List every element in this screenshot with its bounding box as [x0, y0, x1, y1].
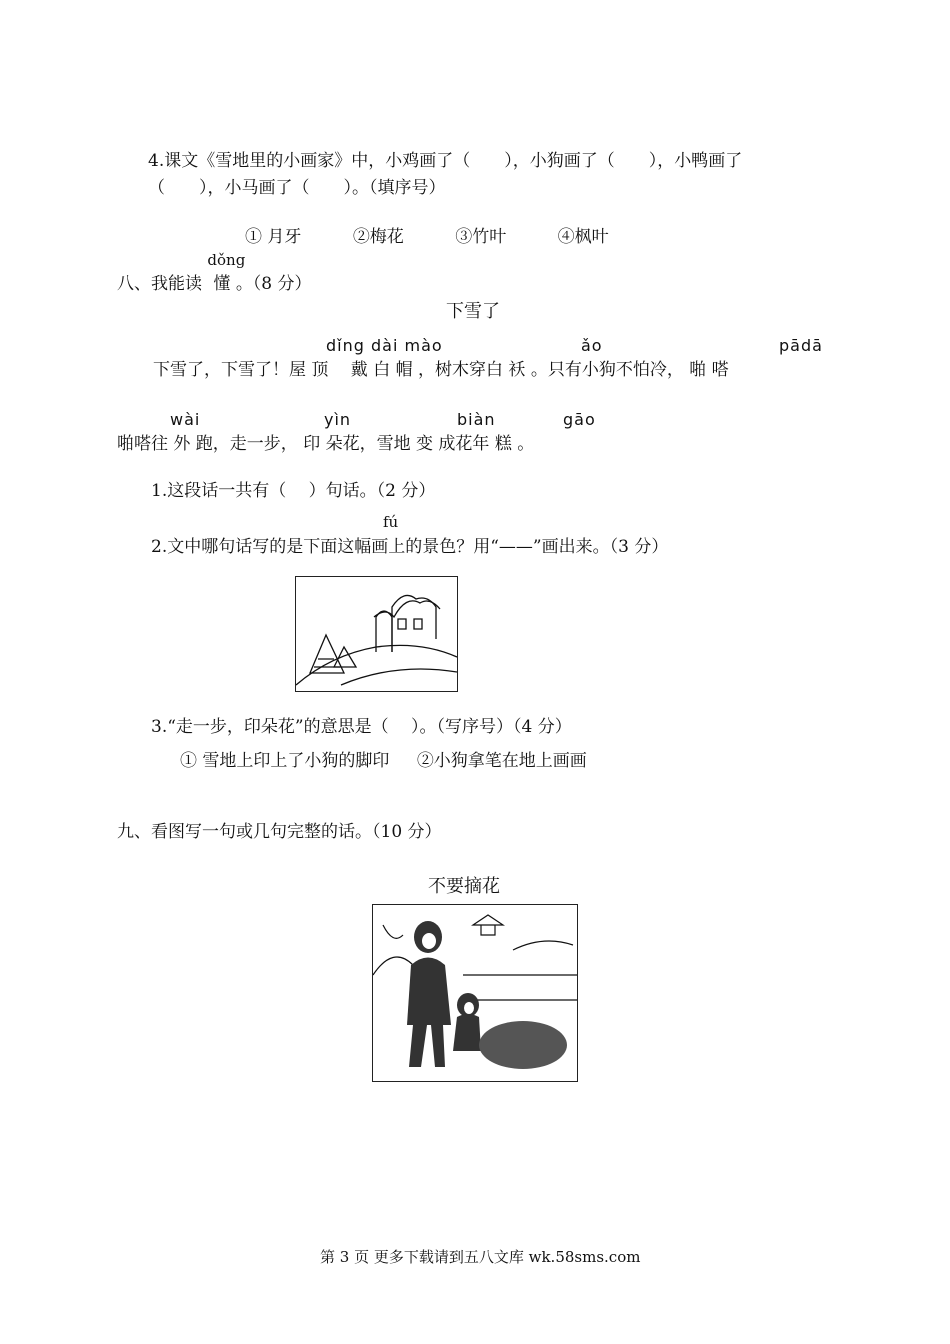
q4-line2: （ ），小马画了（ ）。（填序号） [148, 178, 446, 198]
question-2: 2.文中哪句话写的是下面这幅画上的景色？用“——”画出来。（3 分） [151, 537, 669, 557]
passage-line1: 下雪了，下雪了！屋 顶 戴 白 帽 ，树木穿白 袄 。只有小狗不怕冷， 啪 嗒 [153, 360, 729, 380]
picture-title: 不要摘花 [428, 876, 500, 897]
section9-heading: 九、看图写一句或几句完整的话。（10 分） [117, 822, 442, 842]
section8-heading: 八、我能读 dǒng 懂 。（8 分） [117, 251, 312, 294]
question-3: 3.“走一步，印朵花”的意思是（ ）。（写序号）（4 分） [151, 717, 572, 737]
line1-pinyin-a: dǐng dài mào [326, 336, 443, 355]
option-1: ① 月牙 [245, 227, 302, 247]
snow-scene-image [295, 576, 458, 692]
line1-pinyin-b: ǎo [581, 336, 603, 355]
q3-option-1: ① 雪地上印上了小狗的脚印 [180, 751, 390, 771]
option-2: ②梅花 [352, 227, 404, 247]
line2-pinyin-a: wài [170, 410, 201, 429]
line2-pinyin-b: yìn [324, 410, 352, 429]
q3-option-2: ②小狗拿笔在地上画画 [416, 751, 587, 771]
question-1: 1.这段话一共有（ ）句话。（2 分） [151, 481, 436, 501]
q2-pinyin: fú [383, 513, 399, 531]
line2-pinyin-d: gāo [563, 410, 596, 429]
girl-flowers-image [372, 904, 578, 1082]
passage-title: 下雪了 [446, 301, 500, 322]
heading-pinyin: dǒng [207, 251, 246, 269]
passage-line2: 啪嗒往 外 跑，走一步， 印 朵花，雪地 变 成花年 糕 。 [117, 434, 535, 454]
q4-options [245, 222, 655, 247]
q4-line1: 4.课文《雪地里的小画家》中，小鸡画了（ ），小狗画了（ ），小鸭画了 [148, 151, 743, 171]
option-3: ③竹叶 [455, 227, 507, 247]
page-footer: 第 3 页 更多下载请到五八文库 wk.58sms.com [320, 1248, 641, 1266]
girl-flowers-drawing [373, 905, 577, 1081]
line1-pinyin-c: pādā [779, 336, 823, 355]
line2-pinyin-c: biàn [457, 410, 496, 429]
snow-scene-drawing [296, 577, 457, 691]
option-4: ④枫叶 [557, 227, 609, 247]
q3-options [180, 746, 587, 771]
